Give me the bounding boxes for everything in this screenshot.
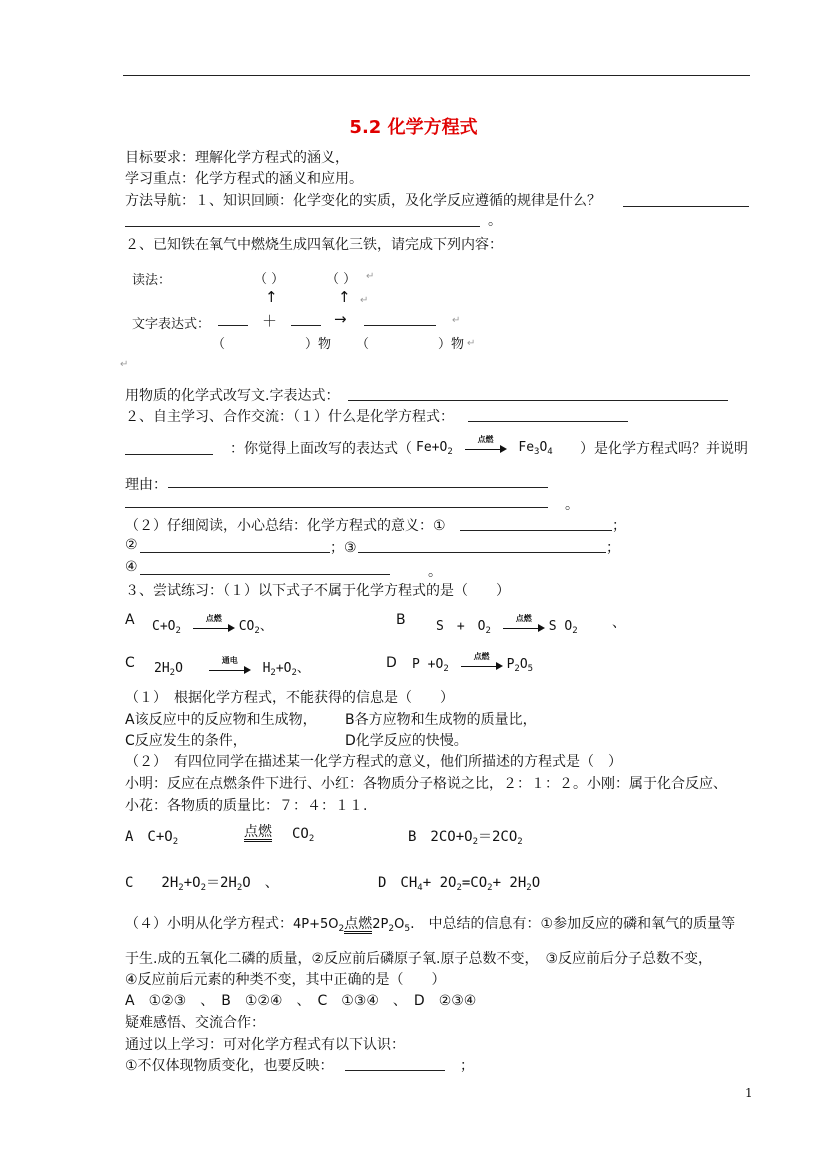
q3-option-d-label: D (386, 655, 397, 671)
sub-2: 2 (572, 626, 578, 636)
paren-open-b: （ (356, 337, 370, 352)
ignite-condition: 点燃 (205, 613, 222, 623)
sub-4: 4 (417, 883, 423, 893)
q4-line (125, 913, 735, 934)
wu-label-b: ）物 (438, 337, 465, 352)
q4-options: A ①②③ 、 B ①②④ 、 C ①③④ 、 D ②③④ (125, 993, 477, 1009)
product: CO (292, 826, 309, 842)
product-2: + 2H (492, 875, 527, 891)
reason-blank-2[interactable] (125, 507, 548, 508)
meaning-end: 。 (428, 564, 442, 580)
q3c-option-b (408, 826, 523, 847)
q4-postfix: . 中总结的信息有：①参加反应的磷和氧气的质量等 (410, 916, 736, 932)
q3b-option-d: D化学反应的快慢。 (345, 733, 468, 749)
circle-3: ；③ (330, 540, 357, 556)
reactant: 2H (154, 661, 170, 676)
product-2: +O (275, 661, 292, 676)
reactant-blank-2[interactable] (291, 325, 321, 326)
q4-ignite: 点燃 (344, 916, 373, 932)
sub-2: 2 (443, 664, 449, 674)
q3-option-c-equation (154, 657, 310, 678)
reason-label: 理由： (125, 477, 167, 493)
q3c-option-a-product (292, 826, 314, 844)
q2b-tail: ）是化学方程式吗？并说明 (580, 441, 748, 457)
reactants: C+O (152, 619, 176, 634)
electrolysis-arrow (209, 655, 251, 675)
reactant: C 2H (125, 875, 179, 891)
product: CO (238, 619, 255, 634)
ignite-condition: 点燃 (244, 824, 272, 840)
product: P (506, 657, 515, 672)
reactant-blank-1[interactable] (218, 325, 248, 326)
q3c-option-d (378, 872, 540, 893)
header-rule (123, 75, 750, 76)
sub-2: 2 (178, 883, 184, 893)
reactant: D CH (378, 875, 418, 891)
circle-2: ② (125, 537, 138, 553)
sub-2: 2 (514, 664, 520, 674)
sub-2: 2 (200, 883, 206, 893)
meaning-blank-4[interactable] (140, 574, 390, 575)
method-answer-blank-2[interactable] (125, 226, 480, 227)
sub-2: 2 (472, 837, 478, 847)
o-term: O (531, 875, 541, 891)
circle-4: ④ (125, 559, 138, 575)
product: ＝2H (206, 875, 237, 891)
return-mark: ↵ (360, 295, 369, 306)
semi-2: ； (606, 540, 620, 556)
fe3o4-term: Fe (518, 440, 535, 455)
method-answer-blank[interactable] (623, 206, 749, 207)
read-paren-b: （ ） (326, 272, 357, 287)
reason-end: 。 (565, 497, 579, 513)
reactant-2: +O (183, 875, 201, 891)
o-term: O (175, 661, 183, 676)
sub-5: 5 (404, 924, 411, 934)
reactants: B 2CO+O (408, 829, 473, 845)
sub-2: 2 (388, 924, 395, 934)
o-term: O (519, 657, 528, 672)
rewrite-blank[interactable] (348, 400, 728, 401)
semi-1: ； (612, 518, 626, 534)
sub-2: 2 (308, 834, 315, 844)
sub-2: 2 (172, 837, 179, 847)
q3-option-b-label: B (396, 612, 406, 628)
sub-4: 4 (547, 447, 553, 457)
ignite-condition: 点燃 (473, 651, 490, 661)
q3b-line: （１） 根据化学方程式，不能获得的信息是（ ） (125, 690, 454, 706)
fe-o2-equation (416, 434, 553, 457)
return-mark: ↵ (467, 338, 476, 349)
paren-open-a: （ (212, 337, 226, 352)
q3-line: ３、尝试练习：（１）以下式子不属于化学方程式的是（ ） (125, 583, 510, 599)
ignite-arrow (461, 651, 503, 671)
o-term: O (539, 440, 548, 455)
sub-2: 2 (169, 668, 176, 678)
definition-blank[interactable] (468, 421, 628, 422)
product: ＝2CO (478, 829, 518, 845)
q3c-line-1: 小明：反应在点燃条件下进行、小红：各物质分子格说之比，２：１：２。小刚：属于化合反应、 (125, 776, 727, 792)
q2c-line: （２）仔细阅读，小心总结：化学方程式的意义：① (125, 518, 446, 534)
meaning-blank-2[interactable] (140, 552, 330, 553)
q3-option-a-equation (152, 615, 273, 636)
q3b-option-a: A该反应中的反应物和生成物， (125, 712, 317, 728)
q3-option-a-label: A (125, 612, 135, 628)
product-blank[interactable] (364, 325, 436, 326)
reflect-heading: 疑难感悟、交流合作： (125, 1015, 265, 1031)
sub-2: 2 (291, 668, 297, 678)
ignite-condition: 点燃 (477, 434, 494, 444)
reflect-blank[interactable] (345, 1070, 445, 1071)
product: =CO (461, 875, 488, 891)
return-mark: ↵ (366, 271, 375, 282)
meaning-blank-1[interactable] (460, 530, 612, 531)
page-title: 5.2 化学方程式 (349, 117, 478, 138)
reason-blank[interactable] (168, 487, 548, 488)
product: S O (548, 619, 573, 634)
ignite-arrow (465, 434, 507, 454)
ignite-arrow (503, 613, 545, 633)
sub-3: 3 (534, 447, 540, 457)
reflect-line-2: 通过以上学习：可对化学方程式有以下认识： (125, 1037, 405, 1053)
separator: 、 (296, 661, 310, 676)
q3c-line-2: 小花：各物质的质量比：７：４：１１. (125, 798, 368, 814)
rewrite-line: 用物质的化学式改写文.字表达式： (125, 388, 340, 404)
focus-line: 学习重点：化学方程式的涵义和应用。 (125, 171, 363, 187)
meaning-blank-3[interactable] (358, 552, 606, 553)
sub-2: 2 (254, 626, 260, 636)
reactant-2: + 2O (422, 875, 457, 891)
q4-reactants: 4P+5O (293, 917, 339, 932)
q3c-option-a (125, 826, 178, 847)
q3-option-c-label: C (125, 655, 135, 671)
ignite-arrow (193, 613, 235, 633)
sub-2: 2 (447, 447, 453, 457)
sub-2: 2 (338, 924, 345, 934)
wu-label-a: ）物 (305, 337, 332, 352)
sub-2: 2 (526, 883, 532, 893)
sub-2: 2 (175, 626, 181, 636)
o-term: O 、 (242, 875, 279, 891)
q3b-option-c: C反应发生的条件， (125, 733, 247, 749)
up-arrow-a: ↑ (265, 288, 278, 306)
q2b-cont: ：你觉得上面改写的表达式（ (230, 441, 412, 457)
q4-line-3: ④反应前后元素的种类不变，其中正确的是（ ） (125, 972, 446, 988)
read-paren-a: （ ） (254, 272, 285, 287)
q3c-option-a-fire (244, 824, 272, 842)
electrolysis-condition: 通电 (221, 655, 238, 665)
return-mark: ↵ (452, 315, 461, 326)
up-arrow-b: ↑ (338, 288, 351, 306)
return-mark: ↵ (120, 359, 129, 370)
sub-2: 2 (487, 883, 493, 893)
q4-prefix: （４）小明从化学方程式： (125, 916, 293, 932)
sub-2: 2 (485, 626, 491, 636)
page-number: 1 (745, 1086, 753, 1100)
q4-line-2: 于生.成的五氧化二磷的质量，②反应前后磷原子氧.原子总数不变， ③反应前后分子总数不变， (125, 951, 712, 967)
reflect-line-3: ①不仅体现物质变化，也要反映： (125, 1058, 334, 1074)
product: H (262, 661, 271, 676)
o-term: O (394, 917, 405, 932)
end-circle: 。 (488, 213, 502, 229)
q3-option-b-sep: 、 (612, 615, 626, 631)
sub-5: 5 (527, 664, 534, 674)
q3c-option-c (125, 872, 279, 893)
reactants: S + O (436, 619, 486, 634)
sub-2: 2 (236, 883, 243, 893)
word-expression-label: 文字表达式： (132, 317, 211, 332)
reactants: A C+O (125, 829, 173, 845)
separator: 、 (259, 619, 273, 634)
goal-line: 目标要求：理解化学方程式的涵义， (125, 150, 349, 166)
reflect-end: ； (460, 1058, 474, 1074)
q4-product: 2P (372, 917, 389, 932)
method-line: 方法导航：１、知识回顾：化学变化的实质，及化学反应遵循的规律是什么？ (125, 193, 601, 209)
read-label: 读法： (132, 273, 172, 288)
right-arrow: → (334, 310, 347, 328)
plus-sign: ＋ (262, 312, 278, 330)
definition-blank-2[interactable] (125, 454, 213, 455)
ignite-condition: 点燃 (515, 613, 532, 623)
sub-2: 2 (270, 668, 276, 678)
q3b-option-b: B各方应物和生成物的质量比， (345, 712, 537, 728)
q3-option-d-equation (412, 651, 534, 674)
sub-2: 2 (456, 883, 462, 893)
q3-option-b-equation (436, 615, 578, 636)
reactants: P +O (412, 657, 444, 672)
sub-2: 2 (517, 837, 523, 847)
q3c-line: （２） 有四位同学在描述某一化学方程式的意义，他们所描述的方程式是（ ） (125, 754, 622, 770)
q2b-line: ２、自主学习、合作交流：（１）什么是化学方程式： (125, 409, 454, 425)
q2-intro: ２、已知铁在氧气中燃烧生成四氧化三铁，请完成下列内容： (125, 237, 503, 253)
fe-term: Fe+O (416, 440, 448, 455)
